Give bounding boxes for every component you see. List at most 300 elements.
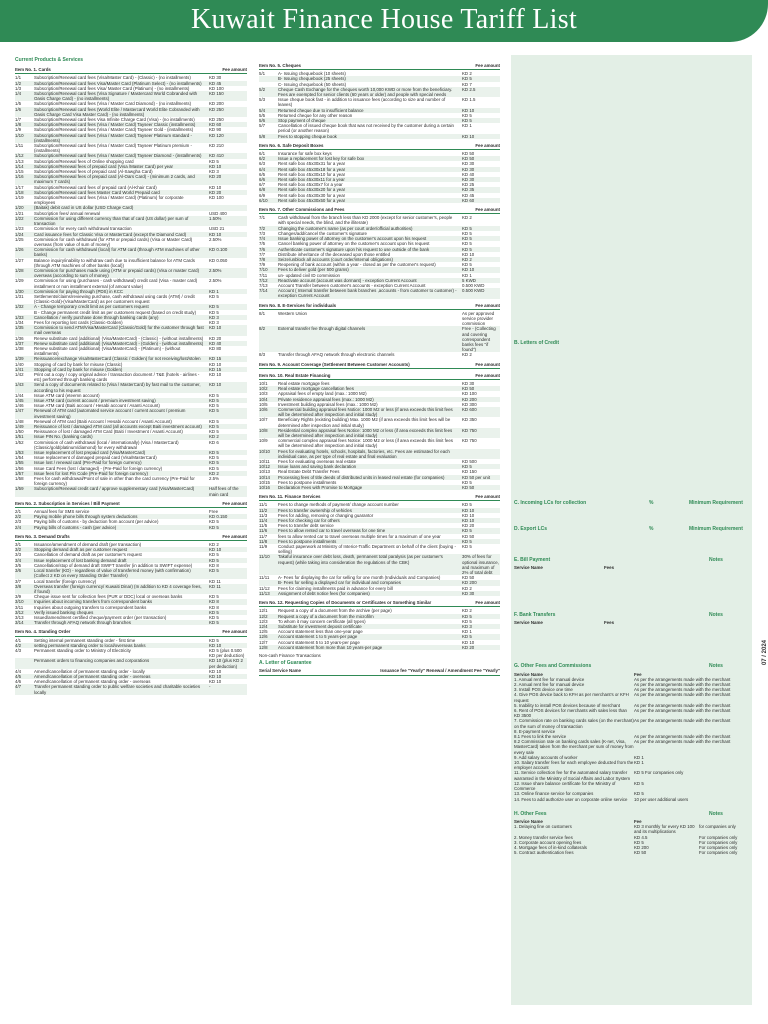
item-description: Commission for using different currency than that of card (US dollar) per sum of transaction <box>34 215 189 227</box>
standing-list <box>15 638 247 695</box>
item-description: Conduct paperwork at Ministry of Interior-Traffic Department on behalf of the client (buying - selling) <box>278 544 456 555</box>
table-row <box>15 91 247 101</box>
table-row <box>15 325 247 335</box>
item-fee: USD 21 <box>209 226 225 232</box>
item-number: 1/12 <box>15 153 24 159</box>
table-row <box>15 476 247 486</box>
item-fee: KD 5 <box>462 241 472 247</box>
item-number: 7/5 <box>259 241 266 247</box>
item-description: Cancellation/stop of demand draft SWIFT transfer (in addition to SWIFT expense) <box>34 562 193 568</box>
item-description: Fees to change methods of payment/ change account number <box>278 502 399 508</box>
item-fee: KD 5 <box>209 465 219 471</box>
item-fee: KD 100 <box>209 85 224 91</box>
item-fee: KD 10 <box>462 107 475 113</box>
item-description: External transfer fee through digital channels <box>278 326 366 332</box>
service-fee: As per the arrangements made with the merchant <box>634 692 731 698</box>
item-fee: KD 10 <box>462 267 475 273</box>
table-row <box>15 568 247 578</box>
item-fee: KD 30 <box>209 75 222 81</box>
item-number: 2/2 <box>15 514 22 520</box>
item-fee: KD 100 <box>462 391 477 397</box>
item-description: Subscription/Renewal card fees (Visa Signature / Mastercard World Cobranded with Oasis Charge Card) - (no installments) <box>34 91 198 102</box>
item-description: Fees to transfer debt service <box>278 523 334 529</box>
table-row <box>259 134 500 139</box>
item-fee: KD 0.050 <box>209 257 228 263</box>
item-number: 1/3 <box>15 85 22 91</box>
item-number: 1/37 <box>15 340 24 346</box>
bt-title: F. Bank Transfers Notes <box>514 612 723 619</box>
service-name: 5. Contract authentication fees <box>514 850 574 856</box>
item-fee: KD 10 <box>209 673 222 679</box>
item-fee: KD 5 <box>209 408 219 414</box>
table-row <box>15 372 247 382</box>
item-number: 5/4 <box>259 107 266 113</box>
item-number: 3/14 <box>15 620 24 626</box>
item-description: Fees to deliver gold (per 500 grams) <box>278 267 349 273</box>
item-fee: KD 2 <box>462 256 472 262</box>
item-number: 10/2 <box>259 386 268 392</box>
table-row <box>259 326 500 352</box>
item-fee: KD 10 <box>462 507 475 513</box>
item-fee: KD 5 <box>462 112 472 118</box>
item-number: 1/51 <box>15 434 24 440</box>
item-description: Authenticate customer's signature upon his request to use outside of the bank <box>278 246 430 252</box>
item-fee: KD 150 <box>462 469 477 475</box>
item-description: Subscription/Renewal card fees Visa Infinite Charge Card (Visa) - (no installments) <box>34 117 195 123</box>
item-description: B- Fees for selling a displayed car for individual and companies <box>278 580 402 586</box>
item-fee: KD 10 <box>209 668 222 674</box>
service-name: 6. Rent of POS devices for merchants with sales less than KD 3500 <box>514 708 627 719</box>
item-fee: KD 10 <box>209 547 222 553</box>
item-fee: KD 200 <box>462 396 477 402</box>
item-description: Verify issued banking cheques <box>34 609 94 615</box>
item-description: fees to allow rented car to travel overseas multiple times for a maximum of one year <box>278 533 441 539</box>
item-description: Fees to postpone installments <box>278 538 337 544</box>
item-description: Inquiries about outgoing transfers to correspondent banks <box>34 604 147 610</box>
item-description: Issue a replacement for lost key for safe box <box>278 156 365 162</box>
item-number: 1/33 <box>15 314 24 320</box>
item-number: 5/1 <box>259 71 266 77</box>
item-fee: KD 2 <box>462 352 472 358</box>
item-number: 3/5 <box>15 562 22 568</box>
item-number: 3/11 <box>15 604 24 610</box>
service-name: 14. Fees to add authorize user on corporate online service <box>514 796 628 802</box>
table-row <box>15 133 247 143</box>
item-number: 1/47 <box>15 408 24 414</box>
item-number: 6/2 <box>259 156 266 162</box>
item-description: Fees to stopping cheque book <box>278 133 337 139</box>
list-item <box>514 692 749 702</box>
item-fee: KD 0.100 <box>209 247 228 253</box>
item-fee: KD 10 <box>209 382 222 388</box>
item-fee: KD 3 <box>209 314 219 320</box>
item-description: Setting internal permanent standing order - first time <box>34 637 136 643</box>
item-fee: KD 5 <box>209 418 219 424</box>
item-fee: 0.500 KWD <box>462 288 485 294</box>
item-description: Rent safe box 45x30x11 for a year <box>278 177 345 183</box>
item-fee: KD 20 <box>462 523 475 529</box>
item-description: Amend/cancellation of permanent standing order - overseas <box>34 673 151 679</box>
fin-list <box>259 502 500 596</box>
item-number: 7/11 <box>259 272 268 278</box>
table-row <box>15 278 247 288</box>
item-fee: KD 15 <box>209 356 222 362</box>
item-fee: KD 5 <box>209 424 219 430</box>
item-description: Renew substitute card (additional) (Visa/MasterCard) - (Platinum) - (without installments) <box>34 345 181 357</box>
item-fee: KD 5 <box>462 236 472 242</box>
item-number: 3/1 <box>15 542 22 548</box>
item-fee: 2.50% <box>209 278 222 284</box>
item-description: Local transfer (foreign currency) <box>34 578 97 584</box>
service-fee: KD 1 <box>634 754 644 760</box>
item-description: Processing fees of title deeds of distributed units in leased real estate (for companies) <box>278 474 445 480</box>
item-fee: KD 5 <box>462 538 472 544</box>
item-fee: KD 6 <box>209 439 219 445</box>
item-fee: KD 200 <box>209 101 224 107</box>
drafts-list <box>15 542 247 625</box>
cheques-list <box>259 71 500 139</box>
item-fee: KD 30 <box>462 177 475 183</box>
item-number: 3/6 <box>15 568 22 574</box>
item-number: 1/10 <box>15 132 24 138</box>
item-number: 1/15 <box>15 169 24 175</box>
item-description: Subscription/Renewal card fees (Visa / Master Card Diamond) - (no installments) <box>34 101 192 107</box>
item-number: 1/27 <box>15 257 24 263</box>
item-number: 1/19 <box>15 195 24 201</box>
item-description: Settlements/claims/reviewing purchase, cash withdrawal using cards (ATM) / credit (Classic-Gold)-(Visa/MasterCard) as per customers request <box>34 293 195 305</box>
list-item <box>514 708 749 718</box>
item-description: Issue replacement of damaged prepaid card (Visa/MasterCard) <box>34 455 157 461</box>
item-number: 10/8 <box>259 427 268 433</box>
item-number: 1/31 <box>15 293 24 299</box>
item-number: 11/11 <box>259 575 270 581</box>
item-description: Send a copy of documents related to (Visa / MasterCard) by fast mail to the customer, according to his request <box>34 382 201 393</box>
item-description: Returned cheque due to insufficient balance <box>278 107 364 113</box>
item-number: 3/12 <box>15 609 24 615</box>
item-fee: KD 10 <box>462 518 475 524</box>
item-fee: KD 5 <box>462 230 472 236</box>
item-fee: KD 10 <box>209 184 222 190</box>
item-number: 1/54 <box>15 455 24 461</box>
item-fee: KD 210 <box>209 143 224 149</box>
item-description: Subscription/Renewal card fees (Visa / Master Card) Tayseer Classic (installments) <box>34 122 196 128</box>
item-fee: KD 11 <box>209 583 221 589</box>
item-description: Residential complex appraisal fees Notice: 1000 M2 or less (if area exceeds this limit fees will be determined after inspection and initial study) <box>278 427 453 438</box>
item-fee: KD 20 <box>209 174 222 180</box>
item-fee: KD 50 <box>462 533 475 539</box>
list-item <box>514 739 749 755</box>
item-fee: KD 5 <box>462 618 472 624</box>
item-number: 11/7 <box>259 533 268 539</box>
item-fee: KD 5 <box>462 502 472 508</box>
item-fee: KD 10 <box>209 679 222 685</box>
item-description: Issue ATM card (current account / premium investment saving) <box>34 398 156 403</box>
item-description: Paying bills of customs - by deduction from account (per advice) <box>34 519 159 525</box>
lg-columns: Serial Service Name Issuance fee "Yearly" Renewal / Amendment Fee "Yearly" <box>259 668 500 675</box>
item-number: 1/7 <box>15 117 22 123</box>
item-description: Reactivate account (account was dormant) - exception Current Account <box>278 277 417 283</box>
item-description: Assignment of debt notice fees (for companies) <box>278 590 370 596</box>
item-description: Changing the customer's name (as per court order/official authorities) <box>278 225 413 231</box>
item-fee: KD 50 <box>462 156 475 162</box>
item-description: Subscription/Renewal card fees Visa/Master Card (Platinum Select) - (no installments) <box>34 80 202 86</box>
bill-title: E. Bill Payment Notes <box>514 556 723 563</box>
item-description: Cheque issue sent for collection fees (PUR or DDC) local or overseas banks <box>34 594 183 600</box>
bt-columns: Service Name Fees <box>514 620 615 626</box>
item-description: Rent safe box 45x30x18 for a year <box>278 166 346 172</box>
item-description: Commission for purchases made using (ATM or prepaid cards) (Visa or master Card) overseas (according to sum of money) <box>34 267 200 279</box>
item-fee: KD 50 <box>462 386 475 392</box>
item-description: Real estate mortgage cancellation fees <box>278 386 354 392</box>
item-number: 1/11 <box>15 143 24 149</box>
table-row <box>259 97 500 107</box>
bill-header: Item No. 2. Subscription in Services / Bill Payment Fee amount <box>15 501 247 508</box>
item-description: Western Union <box>278 310 307 316</box>
item-number: 10/13 <box>259 469 270 475</box>
item-description: Amend/cancellation of permanent standing order - overseas <box>34 679 151 685</box>
item-fee: - <box>209 684 211 690</box>
item-fee: Free - (Collecting and covering correspondent banks fees "if found") <box>462 326 496 353</box>
item-fee: KD 5 <box>209 637 219 643</box>
item-fee: KD 10 <box>462 639 475 645</box>
item-description: Subscription/Renewal card fees (Visa / Master Card) Tayseer Diamond - (installments) <box>34 153 202 159</box>
item-number: 7/9 <box>259 262 266 268</box>
service-name: 8.1 Fees to link the service <box>514 734 567 740</box>
service-fee: As per the arrangements made with the merchant <box>634 687 731 693</box>
list-item <box>514 797 749 802</box>
item-description: Issue loans and saving bank declaration <box>278 464 357 470</box>
item-number: 6/5 <box>259 171 266 177</box>
item-number: 6/8 <box>259 187 266 193</box>
bill-columns: Service Name Fees <box>514 564 615 570</box>
item-description: Print out a copy / copy original advice / transaction document / T&E (hotels - airlines - etc) performed through banking cards <box>34 371 200 383</box>
item-number: 4/6 <box>15 679 22 685</box>
item-description: Subscription/Renewal card fees (Visa / Master Card) Tayseer Platinum standard - (installments) <box>34 132 192 143</box>
item-number: 3/9 <box>15 594 22 600</box>
item-number: 2/4 <box>15 524 22 530</box>
item-number: 10/14 <box>259 474 270 480</box>
item-number: 1/55 <box>15 460 24 466</box>
re-list <box>259 381 500 490</box>
table-row <box>15 525 247 530</box>
item-number: 1/14 <box>15 163 24 169</box>
item-description: Returned cheque for any other reason <box>278 112 353 118</box>
item-description: Fees for claiming installments paid in advance for every bill <box>278 585 393 591</box>
table-row <box>15 648 247 658</box>
item-fee: KD 5 <box>209 568 219 574</box>
item-description: Rent safe box 45x30x31 for a year <box>278 161 346 167</box>
item-fee: KD 750 <box>462 427 477 433</box>
item-description: Fees to allow rented car to travel overseas for one time <box>278 528 386 534</box>
item-number: 1/59 <box>15 486 24 492</box>
item-number: 7/3 <box>259 230 266 236</box>
service-name: 8. E-payment service <box>514 728 556 734</box>
item-description: Request a copy of a document from the microfilm <box>278 613 374 619</box>
item-fee: KD 150 <box>209 91 224 97</box>
item-fee: KD 5 <box>209 392 219 398</box>
item-number: 4/7 <box>15 684 22 690</box>
item-number: 1/1 <box>15 75 22 81</box>
standing-header: Item No. 4. Standing Order Fee amount <box>15 629 247 636</box>
item-description: Account statement 1 to 5 years-per page <box>278 634 358 640</box>
item-description: Reissuance of lost / damaged ATM Card (Baiti / Investment / Asanti Account) <box>34 429 183 435</box>
item-fee: KD 10 <box>209 163 222 169</box>
item-number: 1/58 <box>15 476 24 482</box>
service-fee: KD 5 <box>634 780 644 786</box>
table-row <box>15 268 247 278</box>
item-description: Subscription/Renewal card fees (World Elite / Mastercard World Elite Cobranded with Oasis Charge Card Visa Master Card) - (no installments) <box>34 106 200 117</box>
service-fee: As per the arrangements made with the merchant <box>634 676 731 682</box>
item-number: 2/3 <box>15 519 22 525</box>
item-number: 1/9 <box>15 127 22 133</box>
item-number: 11/12 <box>259 585 270 591</box>
item-fee: KD 2 <box>209 434 219 440</box>
item-description: Paying bills of customs - cash (per advice) <box>34 524 117 530</box>
item-description: Permanent orders to financing companies and corporations <box>34 658 150 664</box>
item-description: commercial complex appraisal fees Notice: 1000 M2 or less (if area exceeds this limit fees will be determined after inspection and initial study) <box>278 438 453 449</box>
item-description: Distribute inheritance of the deceased upon those entitled <box>278 251 391 257</box>
item-fee: KD 8 <box>209 604 219 610</box>
inc-title: C. Incoming LCs for collection % Minimum Requirement <box>514 500 743 507</box>
item-number: 5/7 <box>259 123 266 129</box>
column-2 <box>259 55 500 677</box>
table-row <box>259 554 500 575</box>
item-description: Account Transfer between customer's accounts - exception Current Account <box>278 282 426 288</box>
table-row <box>259 311 500 327</box>
service-fee: As per the arrangements made with the merchant <box>634 682 731 688</box>
item-fee: KD 5 <box>209 429 219 435</box>
h-columns: Service Name Fee <box>514 818 642 824</box>
item-fee: 0.500 KWD <box>462 282 485 288</box>
item-number: 1/5 <box>15 101 22 107</box>
item-fee: KD 5 <box>209 398 219 403</box>
item-fee: KD 5 <box>462 634 472 640</box>
item-fee: KD 50 <box>462 575 475 581</box>
item-fee: KD 5 <box>209 455 219 461</box>
item-description: Beneficiary Rights (existing building) Max. 1000 M2 (if area exceeds this limit fees will be determined after inspection and initial study) <box>278 417 451 428</box>
item-number: 4/4 <box>15 668 22 674</box>
item-fee: KD 2 <box>462 215 472 221</box>
item-fee: KD 30 <box>462 166 475 172</box>
section-title: Current Products & Services <box>15 57 84 63</box>
item-number: 3/7 <box>15 578 22 584</box>
item-fee: KD 10 <box>209 325 222 331</box>
table-row <box>259 198 500 203</box>
item-number: 11/4 <box>259 518 268 524</box>
item-fee: Half fees of the main card <box>209 486 239 497</box>
item-description: B - Change permanent credit limit as per customers request (based on credit study) <box>34 309 197 315</box>
list-item <box>514 718 749 728</box>
item-number: 1/22 <box>15 215 24 221</box>
item-description: Transfer through AFAQ network through branches <box>34 620 131 626</box>
item-fee: KD 1 <box>209 288 219 294</box>
service-name: 1. Annual rent fee for manual device <box>514 676 585 682</box>
exp-title: D. Export LCs % Minimum Requirement <box>514 526 743 533</box>
item-description: A - Change temporary credit limit as per customers request <box>34 304 149 310</box>
item-number: 3/3 <box>15 552 22 558</box>
item-fee: KD 10 <box>209 361 222 367</box>
item-number: 6/1 <box>259 151 266 157</box>
table-row <box>15 195 247 205</box>
table-row <box>15 486 247 496</box>
other-list <box>259 215 500 298</box>
item-description: Fees for adding, removing or changing guarantor <box>278 512 374 518</box>
item-fee: KD 2 <box>462 585 472 591</box>
item-number: 10/7 <box>259 417 268 423</box>
other-header: Item No. 7. Other Commissions and Fees Fee amount <box>259 207 500 214</box>
item-description: Seize/unblock all accounts (court order/internal obligations) <box>278 256 393 262</box>
item-description: Issue lost / renewal card (Pre-Paid for foreign currency) <box>34 460 142 466</box>
item-description: Fees to postpone installments <box>278 479 337 485</box>
item-number: 4/3 <box>15 647 22 653</box>
item-fee: KD 5 <box>209 609 219 615</box>
service-name: 3. Install POS device one time <box>514 687 573 693</box>
item-fee: 2.50% <box>209 267 222 273</box>
item-description: Overseas transfer (foreign currency/ Kuwaiti Dinar) (In addition to KD 4 coverage fees, if found) <box>34 583 202 594</box>
service-name: 9. Add salary accounts of worker <box>514 754 578 760</box>
list-item <box>514 760 749 770</box>
item-description: Rent safe box 45x30x20 for a year <box>278 187 346 193</box>
table-row <box>259 438 500 448</box>
item-description: Real Estate Debt Transfer Fees <box>278 469 340 475</box>
item-number: 1/48 <box>15 418 24 424</box>
service-name: 12. Issue share balance certificate for the Ministry of Commerce <box>514 780 616 792</box>
table-row <box>15 107 247 117</box>
req-list <box>259 608 500 650</box>
item-fee: KD 5 <box>209 403 219 409</box>
service-fee: KD 5 For companies only <box>634 770 684 776</box>
service-name: 11. Service collection fee for the automated salary transfer warranted in the Ministry of Social Affairs and Labor System <box>514 770 631 781</box>
item-fee: KD 50 <box>462 151 475 157</box>
table-row <box>259 645 500 650</box>
service-fee: KD 3 monthly for every KD 100 and its multiplications <box>634 824 695 835</box>
item-description: Commission to send ATM/Visa/MasterCard (Classic/Gold) for the customer through fast mail overseas <box>34 325 204 336</box>
item-description: Fees for reporting lost cards (Classic-Golden) <box>34 319 123 325</box>
list-item <box>514 824 749 834</box>
item-description: Request a copy of a document from the archive (per page) <box>278 608 392 614</box>
list-item <box>514 781 749 791</box>
item-fee: KD 8 <box>209 599 219 605</box>
item-description: Issuance/amendment of demand draft (per transaction) <box>34 542 142 548</box>
item-fee: KD 5 <box>209 614 219 620</box>
item-description: Takaful insurance over debt loss, death, permanent total paralysis (as per customer's request) (while taking into consideration the regulations of the CBK) <box>278 554 443 565</box>
item-number: 10/5 <box>259 401 268 407</box>
item-fee: KD 10 (plus KD 2 per deduction) <box>209 658 243 669</box>
item-fee: KD 1 <box>462 272 472 278</box>
item-fee: KD 20 <box>209 335 222 341</box>
service-fee: As per the arrangements made with the merchant <box>634 734 731 740</box>
item-number: 1/20 <box>15 205 24 211</box>
service-fee: 10 per user additional users <box>634 796 689 802</box>
item-fee: KD 40 <box>462 171 475 177</box>
cards-list <box>15 75 247 496</box>
item-description: Cash withdrawal from the branch less than KD 2000 (except for senior customer's, people with special needs, the blind, and the illiterate) <box>278 215 453 226</box>
item-fee: KD 5 <box>462 225 472 231</box>
item-description: Commission for cash withdrawal (local) for ATM card (through ATM machines of other banks) <box>34 247 200 258</box>
item-number: 1/4 <box>15 91 22 97</box>
item-description: Card issuance fees for Classic Visa or MasterCard (except the Diamond Card) <box>34 231 187 237</box>
item-number: 11/10 <box>259 554 270 560</box>
item-number: 5/5 <box>259 112 266 118</box>
item-fee: KD 5 <box>462 613 472 619</box>
item-fee: KD 0.150 <box>209 514 228 520</box>
item-fee: KD 50 <box>462 485 475 491</box>
item-description: Account ( Internal transfer between bank branches ,accounts - from customer to customer) - exception Current Account <box>278 288 457 299</box>
item-fee: KD 410 <box>209 153 224 159</box>
item-number: 11/2 <box>259 507 268 513</box>
item-number: 11/8 <box>259 538 268 544</box>
item-number: 11/1 <box>259 502 268 508</box>
